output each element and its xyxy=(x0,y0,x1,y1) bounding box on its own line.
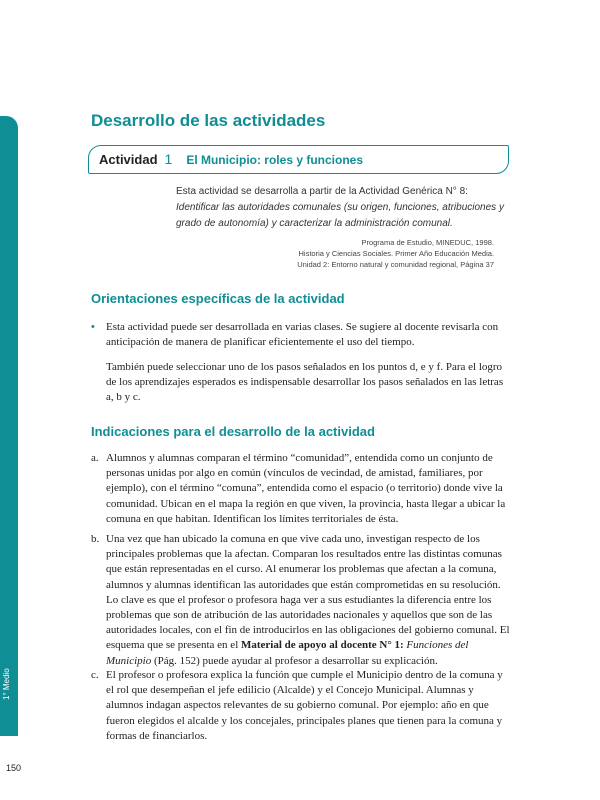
bullet-icon: • xyxy=(91,321,95,333)
activity-number: 1 xyxy=(164,151,173,167)
source-line: Programa de Estudio, MINEDUC, 1998. xyxy=(361,238,494,247)
activity-word: Actividad xyxy=(99,152,158,167)
activity-header xyxy=(99,151,363,169)
intro-italic-text: Identificar las autoridades comunales (su origen, funciones, atribuciones y grado de autonomía) y caracterizar la administración comunal. xyxy=(176,202,504,229)
activity-header-box xyxy=(88,145,509,174)
list-item-letter: c. xyxy=(91,669,99,681)
list-item-text-end: (Pág. 152) puede ayudar al profesor a desarrollar su explicación. xyxy=(151,654,438,667)
source-line: Unidad 2: Entorno natural y comunidad regional, Página 37 xyxy=(297,260,494,269)
section-heading-indicaciones: Indicaciones para el desarrollo de la actividad xyxy=(91,424,375,439)
page-title: Desarrollo de las actividades xyxy=(91,111,326,130)
intro-text: Esta actividad se desarrolla a partir de la Actividad Genérica N° 8: xyxy=(176,186,468,197)
list-item-text xyxy=(106,532,510,669)
page-number: 150 xyxy=(6,763,22,773)
side-tab-label: 1° Medio xyxy=(2,668,11,700)
source-line: Historia y Ciencias Sociales. Primer Año Educación Media. xyxy=(298,249,494,258)
list-item-letter: b. xyxy=(91,533,100,545)
bullet-text: Esta actividad puede ser desarrollada en varias clases. Se sugiere al docente revisarla con anticipación de manera de planificar eficientemente el uso del tiempo. xyxy=(106,321,499,349)
list-item-text: Alumnos y alumnas comparan el término “comunidad”, entendida como un conjunto de personas unidas por algo en común (vínculos de vecindad, de amistad, familiares, por ejemplo), con el término “comuna”, entendida como el espacio (o territorio) donde vive la comunidad. Ubican en el mapa la región en que viven, la provincia, hasta llegar a ubicar la comuna en que habitan. Identifican los límites territoriales de ésta. xyxy=(106,452,506,525)
list-item-text-start: Una vez que han ubicado la comuna en que vive cada uno, investigan respecto de los principales problemas que la afectan. Comparan los resultados entre las distintas comunas que están representadas en el curso. Al enumerar los problemas que afectan a la comuna, alumnos y alumnas identifican las autoridades que están comprometidas en su resolución. Lo clave es que el profesor o profesora haga ver a sus estudiantes la diferencia entre los problemas que son de atribución de las autoridades nacionales y aquellos que son de las autoridades locales, con el fin de introducirlos en las obligaciones del gobierno comunal. El esquema que se presenta en el xyxy=(106,533,510,652)
list-item-text: El profesor o profesora explica la función que cumple el Municipio dentro de la comuna y el rol que desempeñan el jefe edilicio (Alcalde) y el Concejo Municipal. Alumnas y alumnos indagan aspectos relevantes de su gobierno comunal. Por ejemplo: año en que fueron elegidos el alcalde y los concejales, principales planes que tienen para la comuna y formas de financiarlos. xyxy=(106,669,503,742)
paragraph: También puede seleccionar uno de los pasos señalados en los puntos d, e y f. Para el logro de los aprendizajes esperados es indispensable desarrollar los pasos señalados en las letras a, b y c. xyxy=(106,361,504,404)
material-reference: Material de apoyo al docente N° 1: xyxy=(241,639,404,652)
list-item-letter: a. xyxy=(91,452,99,464)
activity-title: El Municipio: roles y funciones xyxy=(186,153,364,167)
material-title: Funciones del Municipio xyxy=(106,639,469,667)
section-heading-orientaciones: Orientaciones específicas de la actividad xyxy=(91,291,345,306)
source-citation xyxy=(240,237,494,270)
activity-intro xyxy=(176,184,508,232)
